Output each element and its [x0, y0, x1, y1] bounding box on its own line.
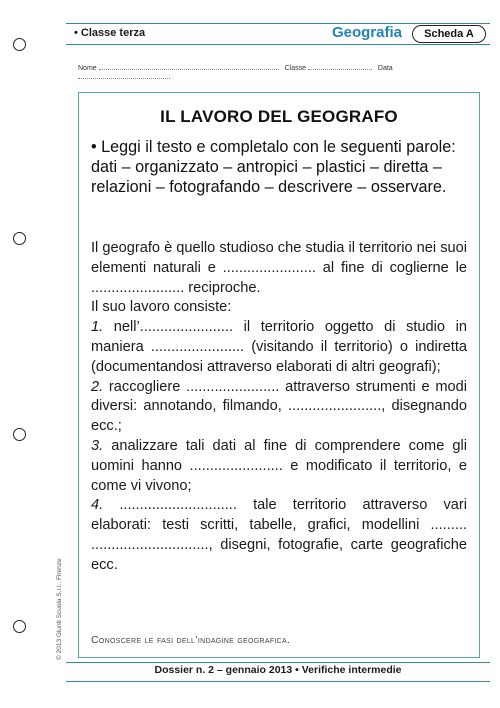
learning-objective: Conoscere le fasi dell’indagine geografica. [91, 634, 291, 646]
list-item-2 [91, 378, 467, 437]
list-item-4 [91, 496, 467, 575]
date-label: Data [377, 65, 393, 72]
sheet-badge: Scheda A [412, 25, 486, 43]
footer: Dossier n. 2 – gennaio 2013 • Verifiche intermedie [154, 664, 402, 676]
student-info-row [78, 63, 478, 81]
work-intro: Il suo lavoro consiste: [91, 299, 232, 316]
item-text: ............................. tale territorio attraverso vari elaborati: testi scritti, tabelle, grafici, modellini ......... ............................., disegni, fotografie, carte geografiche ecc. [91, 497, 467, 573]
binder-hole-4 [13, 620, 26, 633]
header [66, 24, 490, 44]
exercise-frame [78, 92, 480, 658]
binder-hole-2 [13, 232, 26, 245]
date-field[interactable] [78, 72, 170, 79]
list-item-1 [91, 318, 467, 377]
footer-top-rule [66, 662, 490, 663]
item-number: 2. [91, 378, 104, 395]
item-text: analizzare tali dati al fine di comprendere come gli uomini hanno ....................... e modificato il territorio, e come vi vivono; [91, 437, 467, 494]
subject-title: Geografia [331, 24, 402, 41]
item-text: nell’....................... il territorio oggetto di studio in maniera ....................... (visitando il territorio) o indiretta (documentandosi attraverso elaborati di altri geografi); [91, 319, 467, 375]
header-bottom-rule [66, 44, 490, 45]
class-label: Classe [284, 65, 306, 72]
footer-bottom-rule [66, 681, 490, 682]
exercise-text [91, 239, 467, 576]
item-number: 4. [91, 497, 104, 514]
name-field[interactable] [99, 63, 279, 70]
item-number: 1. [91, 319, 104, 336]
binder-hole-3 [13, 428, 26, 441]
instructions: • Leggi il testo e completalo con le seguenti parole: dati – organizzato – antropici – plastici – diretta – relazioni – fotografando – descrivere – osservare. [91, 138, 456, 196]
item-text: raccogliere ....................... attraverso strumenti e modi diversi: annotando, filmando, ......................., disegnando ecc.; [91, 378, 467, 435]
page-title: IL LAVORO DEL GEOGRAFO [160, 107, 398, 126]
binder-hole-1 [13, 38, 26, 51]
intro-paragraph: Il geografo è quello studioso che studia il territorio nei suoi elementi naturali e ....................... al fine di coglierne le ....................... reciproche. [91, 240, 467, 296]
class-field[interactable] [308, 63, 372, 70]
item-number: 3. [91, 437, 104, 454]
copyright-notice: © 2013 Giunti Scuola S.r.l., Firenze [56, 558, 63, 660]
class-level-label: • Classe terza [74, 27, 146, 39]
name-label: Nome [78, 65, 97, 72]
list-item-3 [91, 437, 467, 496]
